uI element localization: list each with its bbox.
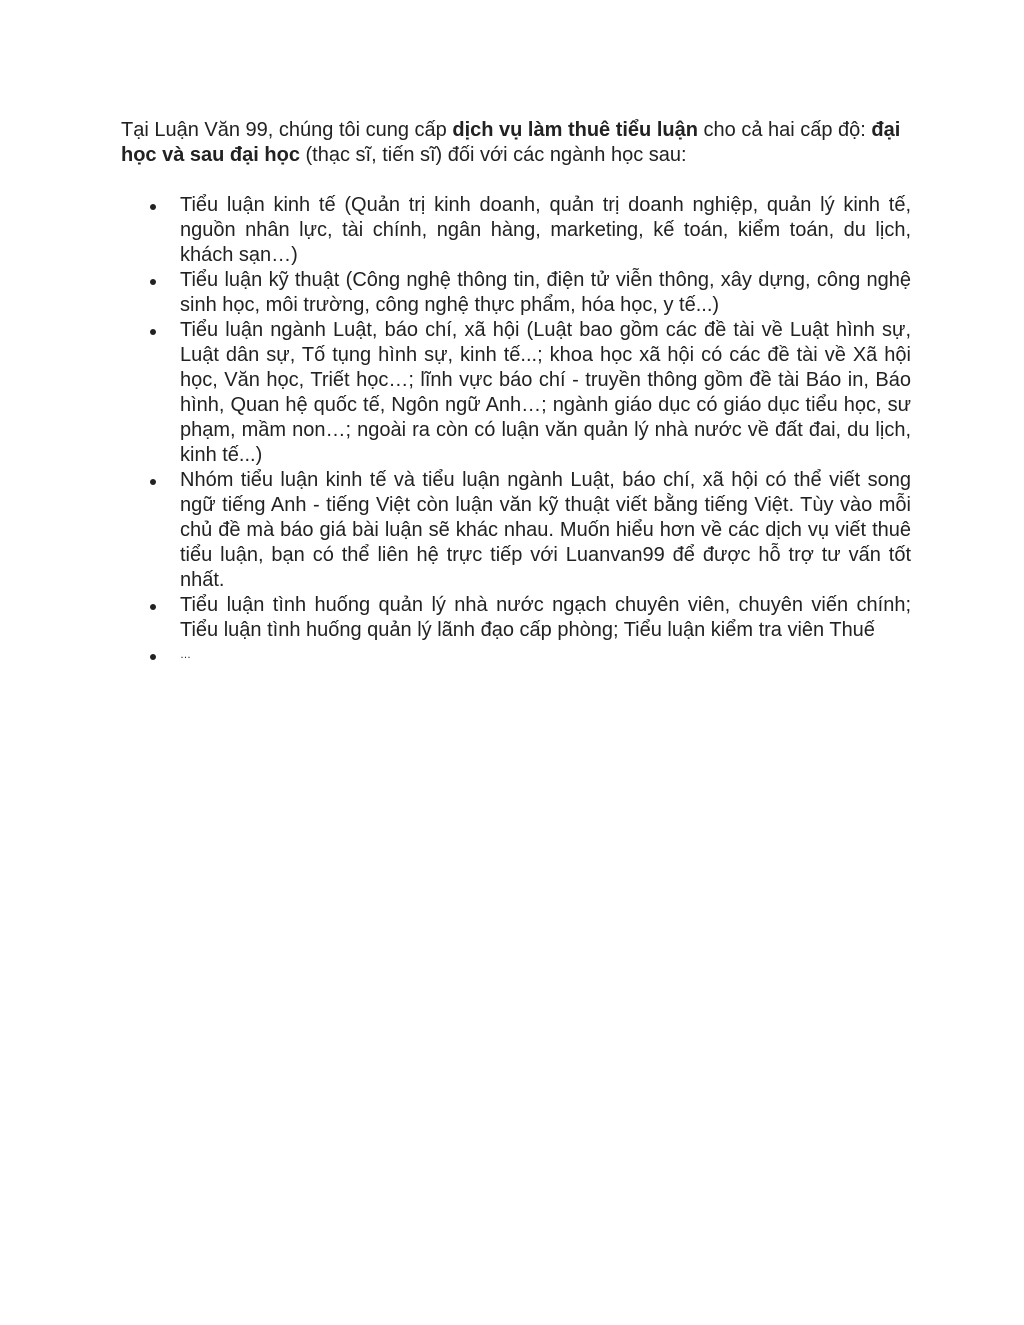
intro-bold-service: dịch vụ làm thuê tiểu luận: [452, 119, 698, 141]
list-item-text: Tiểu luận kỹ thuật (Công nghệ thông tin, điện tử viễn thông, xây dựng, công nghệ sinh học, môi trường, công nghệ thực phẩm, hóa học, y tế...): [180, 269, 911, 316]
intro-paragraph: [121, 118, 911, 168]
list-item-text: Nhóm tiểu luận kinh tế và tiểu luận ngành Luật, báo chí, xã hội có thể viết song ngữ tiếng Anh - tiếng Việt còn luận văn kỹ thuật viết bằng tiếng Việt. Tùy vào mỗi chủ đề mà báo giá bài luận sẽ khác nhau. Muốn hiểu hơn về các dịch vụ viết thuê tiểu luận, bạn có thể liên hệ trực tiếp với Luanvan99 để được hỗ trợ tư vấn tốt nhất.: [180, 469, 911, 591]
intro-text-3: (thạc sĩ, tiến sĩ) đối với các ngành học sau:: [299, 144, 687, 166]
list-item: [121, 468, 911, 593]
intro-text-1: Tại Luận Văn 99, chúng tôi cung cấp: [121, 119, 453, 141]
subject-list: [121, 193, 911, 668]
list-item: [121, 268, 911, 318]
bullet-icon: [150, 204, 156, 210]
list-item-text: Tiểu luận tình huống quản lý nhà nước ngạch chuyên viên, chuyên viến chính; Tiểu luận tình huống quản lý lãnh đạo cấp phòng; Tiểu luận kiểm tra viên Thuế: [180, 594, 911, 641]
intro-text-2: cho cả hai cấp độ:: [697, 119, 872, 141]
list-item-text: …: [180, 649, 191, 661]
bullet-icon: [150, 654, 156, 660]
list-item-text: Tiểu luận ngành Luật, báo chí, xã hội (Luật bao gồm các đề tài về Luật hình sự, Luật dân sự, Tố tụng hình sự, kinh tế...; khoa học xã hội có các đề tài về Xã hội học, Văn học, Triết học…; lĩnh vực báo chí - truyền thông gồm đề tài Báo in, Báo hình, Quan hệ quốc tế, Ngôn ngữ Anh…; ngành giáo dục có giáo dục tiểu học, sư phạm, mầm non…; ngoài ra còn có luận văn quản lý nhà nước về đất đai, du lịch, kinh tế...): [180, 319, 911, 466]
list-item-text: Tiểu luận kinh tế (Quản trị kinh doanh, quản trị doanh nghiệp, quản lý kinh tế, nguồn nhân lực, tài chính, ngân hàng, marketing, kế toán, kiểm toán, du lịch, khách sạn…): [180, 194, 911, 266]
bullet-icon: [150, 329, 156, 335]
list-item: [121, 318, 911, 468]
intro-bold-levels: đại học và sau đại học: [121, 119, 901, 166]
list-item: [121, 593, 911, 643]
list-item: [121, 193, 911, 268]
bullet-icon: [150, 604, 156, 610]
bullet-icon: [150, 279, 156, 285]
bullet-icon: [150, 479, 156, 485]
document-page: [121, 118, 911, 668]
list-item: [121, 643, 911, 668]
